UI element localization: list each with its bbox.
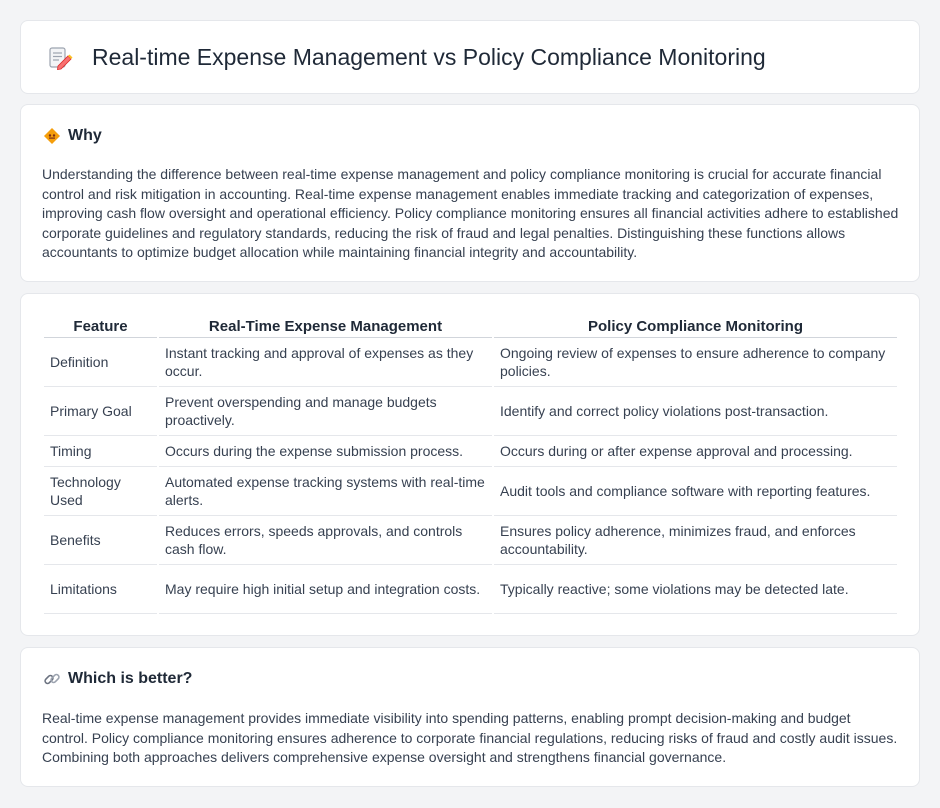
column-header: Feature (44, 314, 157, 338)
which-is-better-section (20, 647, 920, 787)
column-header: Policy Compliance Monitoring (494, 314, 897, 338)
table-cell: Prevent overspending and manage budgets proactively. (159, 387, 492, 436)
table-cell: Ensures policy adherence, minimizes fraud, and enforces accountability. (494, 516, 897, 565)
table-row (44, 436, 897, 467)
table-row (44, 565, 897, 614)
table-row (44, 338, 897, 387)
why-heading: Why (68, 127, 102, 144)
table-cell: Identify and correct policy violations post-transaction. (494, 387, 897, 436)
better-heading: Which is better? (68, 670, 193, 687)
memo-pencil-icon (47, 45, 73, 71)
table-cell: Primary Goal (44, 387, 157, 436)
table-cell: Occurs during the expense submission process. (159, 436, 492, 467)
table-cell: Technology Used (44, 467, 157, 516)
title-card (20, 20, 920, 94)
page-title: Real-time Expense Management vs Policy Compliance Monitoring (92, 44, 766, 70)
table-cell: Ongoing review of expenses to ensure adherence to company policies. (494, 338, 897, 387)
link-icon (43, 670, 61, 688)
table-row (44, 387, 897, 436)
warning-diamond-icon (43, 127, 61, 145)
better-text: Real-time expense management provides immediate visibility into spending patterns, enabling prompt decision-making and budget control. Policy compliance monitoring ensures adherence to corporate financial regulations, reducing risks of fraud and costly audit issues. Combining both approaches delivers comprehensive expense oversight and strengthens financial governance. (42, 710, 898, 766)
table-cell: Reduces errors, speeds approvals, and controls cash flow. (159, 516, 492, 565)
table-header-row (44, 314, 897, 338)
why-section (20, 104, 920, 282)
table-cell: Occurs during or after expense approval and processing. (494, 436, 897, 467)
table-cell: Timing (44, 436, 157, 467)
table-cell: Instant tracking and approval of expenses as they occur. (159, 338, 492, 387)
table-cell: Benefits (44, 516, 157, 565)
table-cell: May require high initial setup and integration costs. (159, 565, 492, 614)
comparison-table-card (20, 293, 920, 636)
table-cell: Automated expense tracking systems with real-time alerts. (159, 467, 492, 516)
why-text: Understanding the difference between real-time expense management and policy compliance monitoring is crucial for accurate financial control and risk mitigation in accounting. Real-time expense management enables immediate tracking and categorization of expenses, improving cash flow oversight and operational efficiency. Policy compliance monitoring ensures all financial activities adhere to established corporate guidelines and regulatory standards, reducing the risk of fraud and legal penalties. Distinguishing these functions allows accountants to optimize budget allocation while maintaining financial integrity and accountability. (42, 166, 899, 261)
table-row (44, 467, 897, 516)
table-cell: Definition (44, 338, 157, 387)
why-heading-row (43, 127, 102, 145)
table-cell: Audit tools and compliance software with reporting features. (494, 467, 897, 516)
better-heading-row (43, 670, 192, 688)
table-cell: Limitations (44, 565, 157, 614)
column-header: Real-Time Expense Management (159, 314, 492, 338)
table-row (44, 516, 897, 565)
table-cell: Typically reactive; some violations may be detected late. (494, 565, 897, 614)
comparison-table (42, 314, 899, 614)
